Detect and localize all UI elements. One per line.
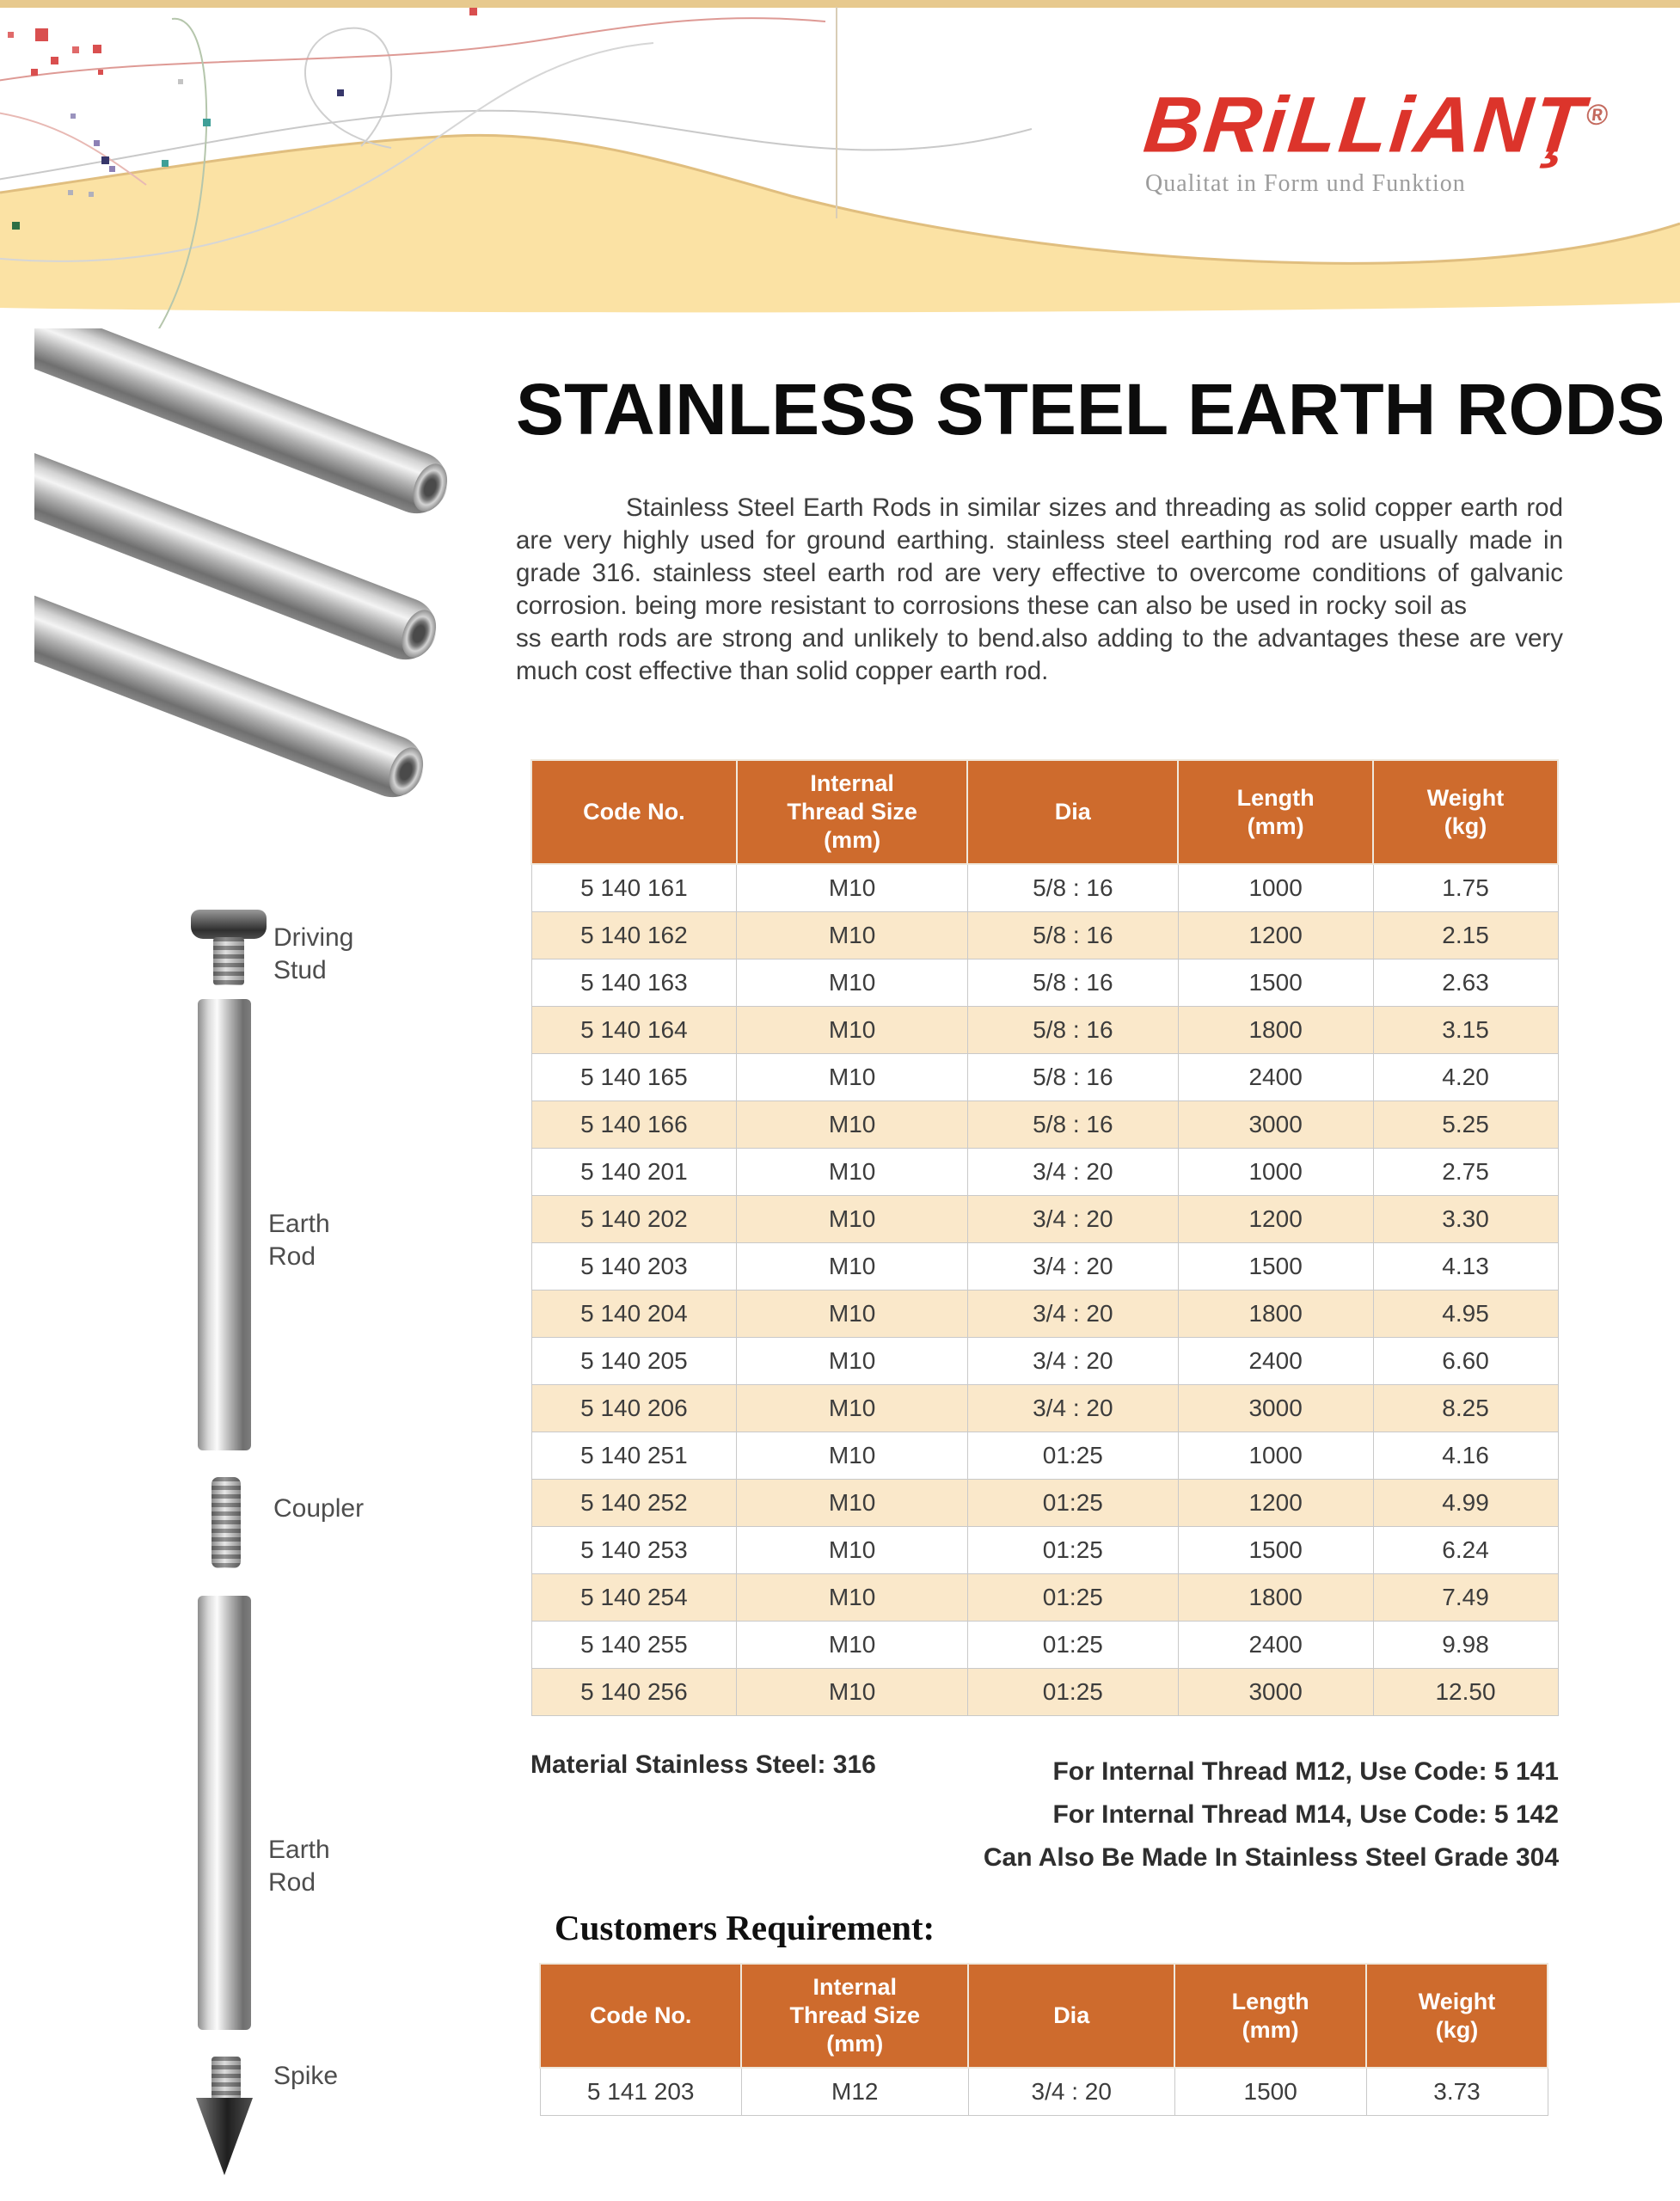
table-row (531, 1622, 1558, 1669)
customers-requirement-table (539, 1963, 1548, 2116)
table-cell: 2400 (1178, 1338, 1373, 1385)
table-cell: 2.63 (1373, 959, 1558, 1007)
table-cell: 1200 (1178, 912, 1373, 959)
brand-logo-text: BRiLLiANŢ® (1140, 81, 1610, 169)
driving-stud-graphic (191, 910, 268, 987)
table-cell: 3/4 : 20 (967, 1385, 1178, 1432)
table-cell: 1200 (1178, 1196, 1373, 1243)
stud-cap (191, 910, 267, 939)
table-cell: 1800 (1178, 1007, 1373, 1054)
table-cell: 5 140 252 (531, 1480, 737, 1527)
spike-thread (212, 2057, 241, 2103)
table-cell: 5 140 254 (531, 1574, 737, 1622)
table-body (531, 864, 1558, 1716)
table-cell: 1500 (1178, 1243, 1373, 1291)
spec-table-container (530, 759, 1559, 1716)
table-header-row (531, 760, 1558, 864)
table-cell: 4.99 (1373, 1480, 1558, 1527)
table-row (531, 1338, 1558, 1385)
table-cell: M10 (737, 1574, 968, 1622)
table-cell: 5 140 251 (531, 1432, 737, 1480)
table-notes (530, 1750, 1559, 1879)
earth-rod-label-bottom: Earth Rod (268, 1836, 330, 1897)
earth-rod-graphic-top (198, 999, 251, 1450)
column-header: Dia (968, 1964, 1174, 2068)
table-cell: 3/4 : 20 (968, 2068, 1174, 2116)
thread-code-notes (984, 1750, 1559, 1879)
coupler-label: Coupler (273, 1494, 365, 1523)
table-cell: 5/8 : 16 (967, 1007, 1178, 1054)
table-cell: M10 (737, 1101, 968, 1149)
table-row (531, 1527, 1558, 1574)
table-cell: M10 (737, 1622, 968, 1669)
material-note: Material Stainless Steel: 316 (530, 1750, 876, 1779)
earth-rod-label-top: Earth Rod (268, 1210, 330, 1271)
table-cell: 9.98 (1373, 1622, 1558, 1669)
table-cell: 1500 (1178, 959, 1373, 1007)
earth-rods-photo (34, 328, 494, 874)
table-cell: M10 (737, 1054, 968, 1101)
table-cell: 5/8 : 16 (967, 1101, 1178, 1149)
table-cell: 5.25 (1373, 1101, 1558, 1149)
table-cell: 2.15 (1373, 912, 1558, 959)
table-cell: 3/4 : 20 (967, 1149, 1178, 1196)
table-body (540, 2068, 1548, 2116)
table-header-row (540, 1964, 1548, 2068)
table-cell: 5 140 256 (531, 1669, 737, 1716)
table-row (531, 1196, 1558, 1243)
table-cell: 5 140 205 (531, 1338, 737, 1385)
table-cell: 5 140 164 (531, 1007, 737, 1054)
column-header: Weight (kg) (1373, 760, 1558, 864)
table-cell: M10 (737, 1527, 968, 1574)
table-cell: 5 140 165 (531, 1054, 737, 1101)
table-cell: 5 140 162 (531, 912, 737, 959)
table-cell: 5 140 166 (531, 1101, 737, 1149)
table-cell: 1000 (1178, 864, 1373, 912)
table-cell: 5 140 201 (531, 1149, 737, 1196)
table-cell: 1500 (1174, 2068, 1366, 2116)
driving-stud-label: Driving Stud (273, 923, 354, 984)
table-cell: 5/8 : 16 (967, 912, 1178, 959)
table-cell: 1200 (1178, 1480, 1373, 1527)
earth-rods-spec-table (530, 759, 1559, 1716)
table-row (531, 1101, 1558, 1149)
column-header: Weight (kg) (1366, 1964, 1548, 2068)
brand-tagline: Qualitat in Form und Funktion (1145, 169, 1466, 197)
table-cell: 5 140 255 (531, 1622, 737, 1669)
brand-logo (1140, 76, 1661, 198)
table-cell: M10 (737, 1432, 968, 1480)
table-cell: 3/4 : 20 (967, 1196, 1178, 1243)
table-row (531, 1432, 1558, 1480)
column-header: Code No. (531, 760, 737, 864)
table-cell: 5 140 161 (531, 864, 737, 912)
table-cell: 1500 (1178, 1527, 1373, 1574)
table-row (531, 1243, 1558, 1291)
table-cell: M12 (741, 2068, 968, 2116)
table-cell: 5 140 204 (531, 1291, 737, 1338)
customers-requirement-heading: Customers Requirement: (555, 1908, 935, 1947)
table-cell: 12.50 (1373, 1669, 1558, 1716)
coupler-graphic (212, 1477, 241, 1568)
table-cell: M10 (737, 912, 968, 959)
table-cell: 01:25 (967, 1574, 1178, 1622)
table-cell: 1000 (1178, 1149, 1373, 1196)
table-cell: M10 (737, 1243, 968, 1291)
table-cell: 5 140 253 (531, 1527, 737, 1574)
table-cell: 5 140 203 (531, 1243, 737, 1291)
table-cell: M10 (737, 1196, 968, 1243)
column-header: Code No. (540, 1964, 741, 2068)
table-cell: 3/4 : 20 (967, 1243, 1178, 1291)
table-cell: 5 140 206 (531, 1385, 737, 1432)
note-line: For Internal Thread M14, Use Code: 5 142 (1052, 1800, 1559, 1829)
table-row (531, 1385, 1558, 1432)
table-cell: 01:25 (967, 1527, 1178, 1574)
column-header: Internal Thread Size (mm) (741, 1964, 968, 2068)
table-cell: M10 (737, 1385, 968, 1432)
column-header: Length (mm) (1174, 1964, 1366, 2068)
table-cell: M10 (737, 1480, 968, 1527)
table-row (531, 1007, 1558, 1054)
table-cell: 3000 (1178, 1669, 1373, 1716)
column-header: Dia (967, 760, 1178, 864)
spike-graphic (196, 2098, 253, 2175)
earth-rod-graphic-bottom (198, 1596, 251, 2030)
table-cell: M10 (737, 1291, 968, 1338)
note-line: Can Also Be Made In Stainless Steel Grade 304 (983, 1843, 1559, 1872)
table-cell: 5 140 202 (531, 1196, 737, 1243)
table-row (531, 1669, 1558, 1716)
table-cell: 4.16 (1373, 1432, 1558, 1480)
intro-text-part1: Stainless Steel Earth Rods in similar sizes and threading as solid copper earth rod are very highly used for ground earthing. stainless steel earthing rod are usually made in grade 316. stainless steel earth rod are very effective to overcome conditions of galvanic corrosion. being more resistant to corrosions these can also be used in rocky soil as (516, 494, 1563, 620)
table-cell: 2400 (1178, 1054, 1373, 1101)
table-cell: 1800 (1178, 1574, 1373, 1622)
intro-text-part2: ss earth rods are strong and unlikely to bend.also adding to the advantages these are very much cost effective than solid copper earth rod. (516, 624, 1563, 685)
table-cell: M10 (737, 1007, 968, 1054)
table-cell: 5 140 163 (531, 959, 737, 1007)
customers-table-container (539, 1963, 1548, 2116)
table-cell: 1000 (1178, 1432, 1373, 1480)
table-cell: 2400 (1178, 1622, 1373, 1669)
table-row (531, 912, 1558, 959)
table-row (531, 959, 1558, 1007)
table-cell: M10 (737, 1669, 968, 1716)
table-cell: 8.25 (1373, 1385, 1558, 1432)
table-cell: 1.75 (1373, 864, 1558, 912)
table-row (531, 1574, 1558, 1622)
table-cell: 4.20 (1373, 1054, 1558, 1101)
table-cell: M10 (737, 1149, 968, 1196)
table-row (531, 1480, 1558, 1527)
table-cell: M10 (737, 959, 968, 1007)
table-cell: 6.24 (1373, 1527, 1558, 1574)
divider-line (836, 7, 837, 218)
table-cell: 4.95 (1373, 1291, 1558, 1338)
table-cell: 5/8 : 16 (967, 959, 1178, 1007)
note-line: For Internal Thread M12, Use Code: 5 141 (1052, 1757, 1559, 1786)
table-cell: M10 (737, 1338, 968, 1385)
table-cell: 3.73 (1366, 2068, 1548, 2116)
spike-label: Spike (273, 2062, 339, 2090)
header-banner (0, 0, 1680, 316)
registered-mark: ® (1585, 99, 1610, 132)
table-cell: 01:25 (967, 1669, 1178, 1716)
intro-paragraph (516, 492, 1563, 688)
page-title: STAINLESS STEEL EARTH RODS (516, 369, 1665, 450)
table-cell: 3.30 (1373, 1196, 1558, 1243)
table-cell: 2.75 (1373, 1149, 1558, 1196)
table-cell: 4.13 (1373, 1243, 1558, 1291)
table-cell: 3/4 : 20 (967, 1338, 1178, 1385)
table-cell: 3.15 (1373, 1007, 1558, 1054)
table-row (531, 1291, 1558, 1338)
stud-thread (213, 937, 244, 985)
table-cell: 7.49 (1373, 1574, 1558, 1622)
table-cell: 5 141 203 (540, 2068, 741, 2116)
column-header: Internal Thread Size (mm) (737, 760, 968, 864)
table-cell: 3000 (1178, 1385, 1373, 1432)
table-row (531, 864, 1558, 912)
table-row (531, 1054, 1558, 1101)
table-cell: 01:25 (967, 1622, 1178, 1669)
table-cell: 6.60 (1373, 1338, 1558, 1385)
table-row (540, 2068, 1548, 2116)
table-cell: 5/8 : 16 (967, 1054, 1178, 1101)
table-cell: M10 (737, 864, 968, 912)
column-header: Length (mm) (1178, 760, 1373, 864)
table-cell: 01:25 (967, 1432, 1178, 1480)
table-row (531, 1149, 1558, 1196)
table-cell: 01:25 (967, 1480, 1178, 1527)
table-cell: 3/4 : 20 (967, 1291, 1178, 1338)
table-cell: 5/8 : 16 (967, 864, 1178, 912)
table-cell: 1800 (1178, 1291, 1373, 1338)
table-cell: 3000 (1178, 1101, 1373, 1149)
